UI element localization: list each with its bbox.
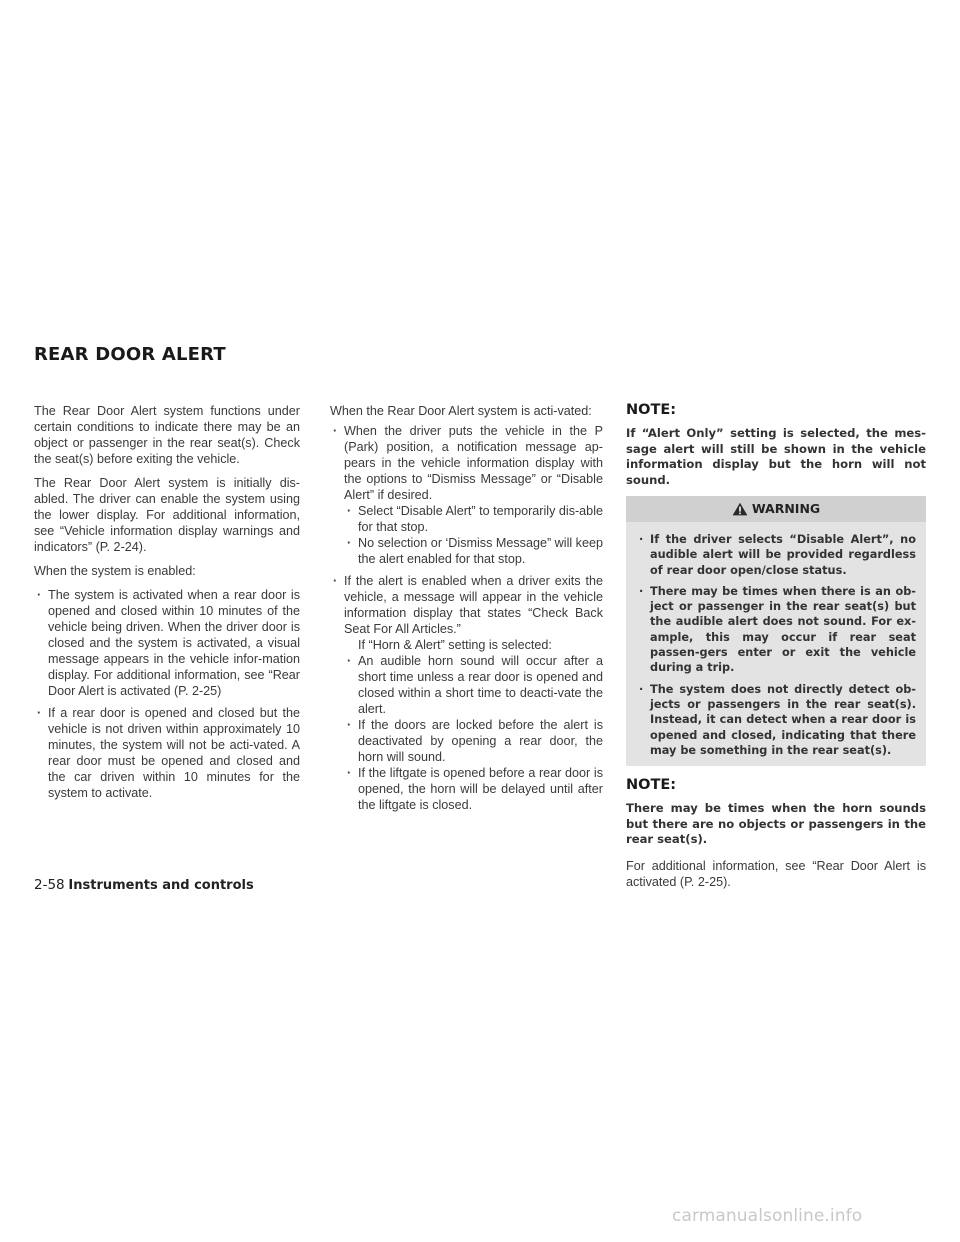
warning-triangle-icon [732,502,748,516]
paragraph: When the Rear Door Alert system is acti-vated: [330,404,592,418]
bullet-list [330,423,603,813]
section-name: Instruments and controls [68,878,254,893]
sub-list-item: · An audible horn sound will occur after a short time unless a rear door is opened and closed within a short time to deacti-vate the alert. [344,653,603,717]
sub-list-item: · If the liftgate is opened before a rear door is opened, the horn will be delayed until after the liftgate is closed. [344,765,603,813]
list-item: · The system is activated when a rear door is opened and closed within 10 minutes of the vehicle being driven. When the driver door is closed and the system is activated, a visual message appears in the vehicle infor-mation display. For additional information, see “Rear Door Alert is activated (P. 2-25) [34,587,300,699]
column-2 [330,403,603,821]
page-number: 2-58 [34,877,65,893]
warning-label: WARNING [751,501,821,516]
warning-header [626,496,926,522]
page-title: REAR DOOR ALERT [34,344,226,365]
watermark: carmanualsonline.info [672,1206,863,1226]
warning-body [626,522,926,766]
bullet-list [34,587,300,801]
note-heading: NOTE: [626,777,677,794]
column-1 [34,403,300,809]
paragraph: When the system is enabled: [34,564,196,578]
condition-text: If “Horn & Alert” setting is selected: [358,638,552,652]
warning-item: · There may be times when there is an ob-ject or passenger in the rear seat(s) but the audible alert does not sound. For ex-ample, this may occur if rear seat passen-gers enter or exit the vehicle during a trip. [636,584,916,676]
column-3 [626,403,926,898]
warning-item: · The system does not directly detect ob-jects or passengers in the rear seat(s). Instead, it can detect when a rear door is opened and closed, indicating that there may be something in the rear seat(s). [636,682,916,758]
paragraph: The Rear Door Alert system is initially dis-abled. The driver can enable the system using the lower display. For additional information, see “Vehicle information display warnings and indicators” (P. 2-24). [34,476,300,554]
sub-list [344,503,603,567]
warning-box [626,496,926,766]
list-item-text: When the driver puts the vehicle in the P (Park) position, a notification message ap-pears in the vehicle information display with the options to “Dismiss Message” or “Disable Alert” if desired. [344,424,603,502]
warning-list [636,532,916,758]
sub-list [344,653,603,813]
note-heading: NOTE: [626,402,677,418]
warning-item: · If the driver selects “Disable Alert”, no audible alert will be provided regardless of rear door open/close status. [636,532,916,578]
note-text: There may be times when the horn sounds but there are no objects or passengers in the rear seat(s). [626,801,926,847]
paragraph: The Rear Door Alert system functions under certain conditions to indicate there may be an object or passenger in the rear seat(s). Check the seat(s) before exiting the vehicle. [34,404,300,466]
sub-list-item: · Select “Disable Alert” to temporarily dis-able for that stop. [344,503,603,535]
paragraph: For additional information, see “Rear Door Alert is activated (P. 2-25). [626,858,926,889]
sub-list-item: · If the doors are locked before the alert is deactivated by opening a rear door, the horn will sound. [344,717,603,765]
list-item-text: If the alert is enabled when a driver exits the vehicle, a message will appear in the vehicle information display that states “Check Back Seat For All Articles.” [344,574,603,636]
list-item [330,573,603,813]
list-item [330,423,603,567]
list-item: · If a rear door is opened and closed but the vehicle is not driven within approximately 10 minutes, the system will not be acti-vated. A rear door must be opened and closed and the car driven within 10 minutes for the system to activate. [34,705,300,801]
note-text: If “Alert Only” setting is selected, the mes-sage alert will still be shown in the vehicle information display but the horn will not sound. [626,426,926,487]
page-footer [34,877,254,893]
sub-list-item: · No selection or ‘Dismiss Message” will keep the alert enabled for that stop. [344,535,603,567]
